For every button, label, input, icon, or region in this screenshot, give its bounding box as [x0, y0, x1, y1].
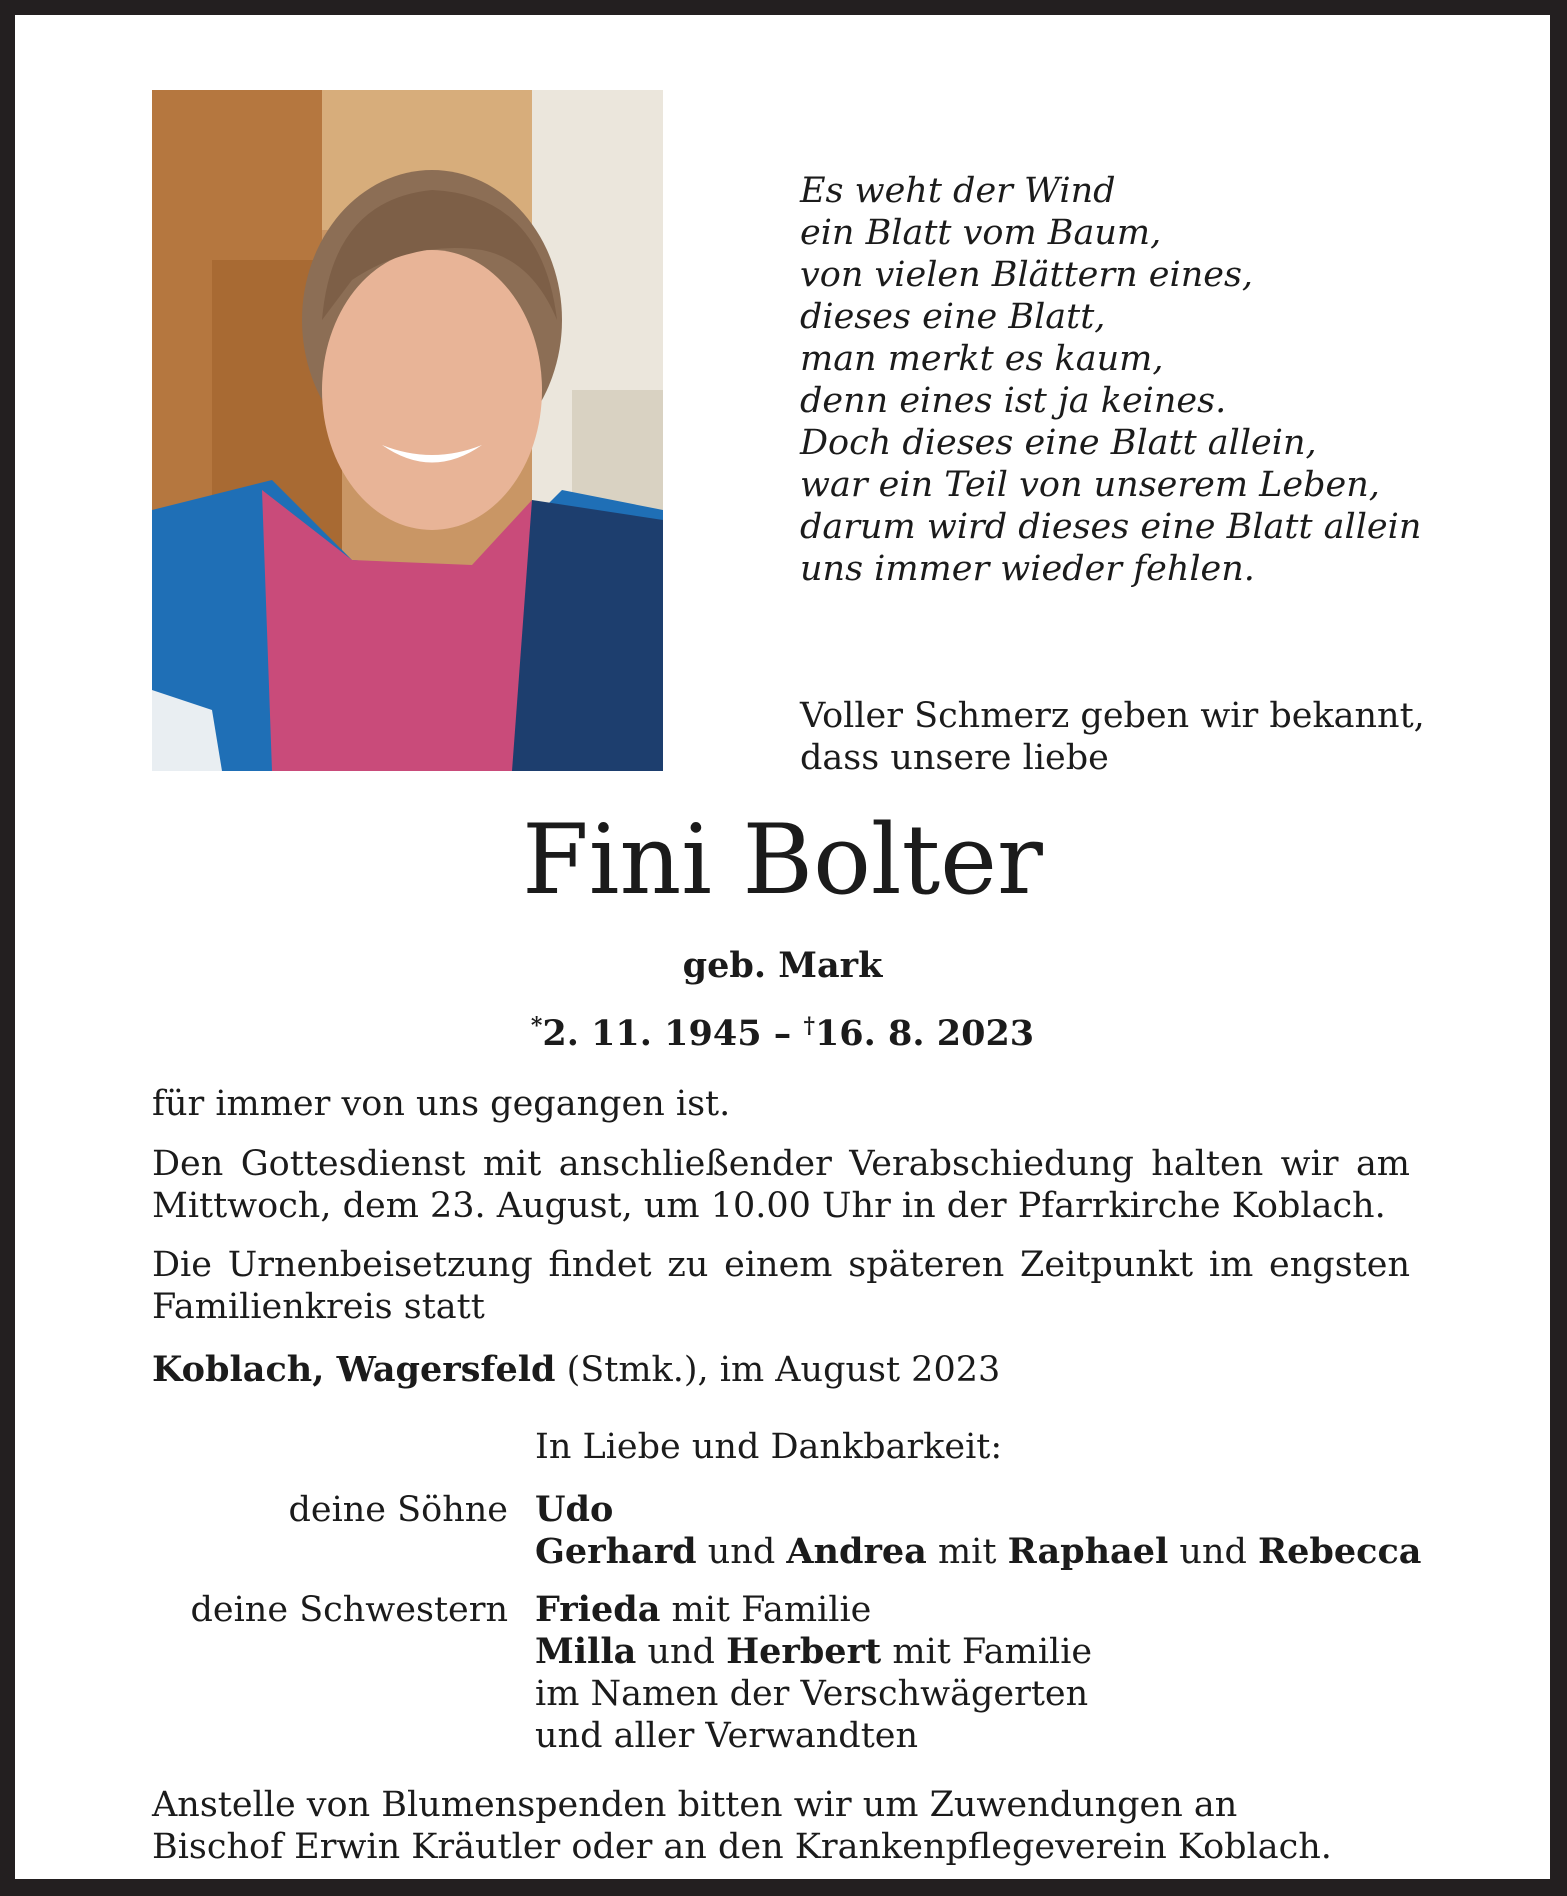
- poem-line: uns immer wieder fehlen.: [800, 549, 1255, 589]
- mourner-line: und aller Verwandten: [535, 1716, 919, 1756]
- sisters-list: [535, 1589, 1092, 1757]
- place-date-line: [152, 1349, 1000, 1391]
- death-symbol: †: [803, 1013, 815, 1039]
- connector-text: mit Familie: [881, 1632, 1093, 1672]
- mourner-line: [535, 1631, 1092, 1673]
- birth-name: geb. Mark: [682, 945, 883, 986]
- birth-symbol: *: [530, 1013, 543, 1039]
- connector-text: mit Familie: [660, 1590, 872, 1630]
- obituary-page: [15, 15, 1550, 1879]
- place-date-rest: (Stmk.), im August 2023: [555, 1350, 1001, 1390]
- poem-line: ein Blatt vom Baum,: [800, 213, 1162, 253]
- donation-note: [152, 1784, 1332, 1868]
- poem-line: denn eines ist ja keines.: [800, 381, 1227, 421]
- mourner-name: Frieda: [535, 1589, 661, 1630]
- service-text: Den Gottesdienst mit anschließender Verabschiedung halten wir am Mittwoch, dem 23. August, um 10.00 Uhr in der Pfarrkirche Koblach.: [152, 1144, 1410, 1226]
- poem-line: von vielen Blättern eines,: [800, 255, 1254, 295]
- deceased-name: Fini Bolter: [522, 804, 1043, 916]
- mourner-line: [535, 1589, 1092, 1631]
- mourner-name: Herbert: [726, 1631, 882, 1672]
- mourner-line: [535, 1489, 1421, 1531]
- mourner-name: Rebecca: [1258, 1531, 1422, 1572]
- life-dates: [15, 1005, 1550, 1055]
- sisters-label: deine Schwestern: [190, 1590, 508, 1630]
- donation-line: Bischof Erwin Kräutler oder an den Krankenpflegeverein Koblach.: [152, 1827, 1332, 1867]
- passed-text: für immer von uns gegangen ist.: [152, 1084, 731, 1124]
- place-names: Koblach, Wagersfeld: [152, 1349, 556, 1390]
- poem-line: war ein Teil von unserem Leben,: [800, 465, 1380, 505]
- mourner-name: Udo: [535, 1489, 614, 1530]
- mourner-name: Milla: [535, 1631, 637, 1672]
- announcement-line: dass unsere liebe: [800, 738, 1109, 778]
- connector-text: und: [1168, 1532, 1259, 1572]
- poem-line: Doch dieses eine Blatt allein,: [800, 423, 1317, 463]
- poem-line: man merkt es kaum,: [800, 339, 1164, 379]
- portrait-image: [152, 90, 663, 771]
- donation-line: Anstelle von Blumenspenden bitten wir um Zuwendungen an: [152, 1785, 1238, 1825]
- mourner-name: Gerhard: [535, 1531, 697, 1572]
- urn-text: Die Urnenbeisetzung findet zu einem späteren Zeitpunkt im engsten Familienkreis statt: [152, 1245, 1410, 1327]
- connector-text: und: [636, 1632, 727, 1672]
- connector-text: mit: [926, 1532, 1008, 1572]
- death-date: 16. 8. 2023: [814, 1013, 1035, 1054]
- date-separator: –: [773, 1013, 792, 1054]
- sons-label: deine Söhne: [288, 1490, 508, 1530]
- portrait-photo: [152, 90, 663, 771]
- sons-list: [535, 1489, 1421, 1573]
- mourner-name: Andrea: [786, 1531, 927, 1572]
- birth-date: 2. 11. 1945: [542, 1013, 762, 1054]
- announcement: [800, 695, 1425, 779]
- connector-text: und: [696, 1532, 787, 1572]
- poem-line: dieses eine Blatt,: [800, 297, 1106, 337]
- mourner-name: Raphael: [1007, 1531, 1169, 1572]
- poem-line: darum wird dieses eine Blatt allein: [800, 507, 1422, 547]
- mourners-intro: In Liebe und Dankbarkeit:: [535, 1427, 1003, 1467]
- mourner-line: im Namen der Verschwägerten: [535, 1674, 1089, 1714]
- poem: [800, 170, 1421, 590]
- poem-line: Es weht der Wind: [800, 171, 1116, 211]
- announcement-line: Voller Schmerz geben wir bekannt,: [800, 696, 1425, 736]
- mourner-line: [535, 1531, 1421, 1573]
